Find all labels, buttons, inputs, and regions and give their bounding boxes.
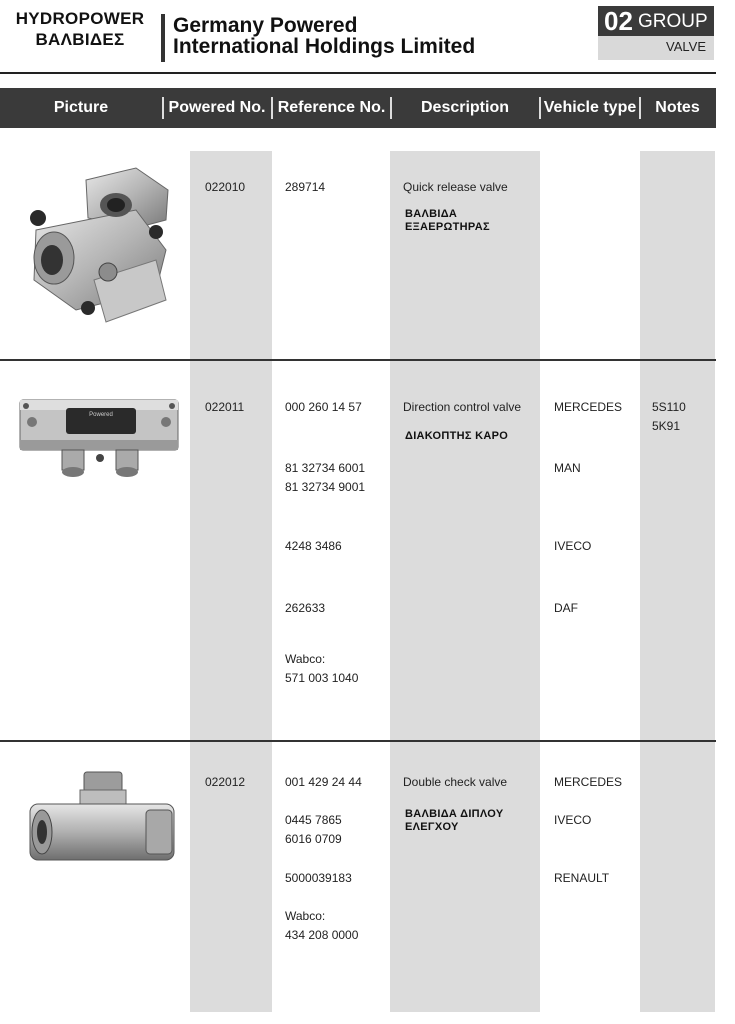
reference-no: 6016 0709 — [285, 832, 342, 846]
reference-label: Wabco: — [285, 652, 326, 666]
reference-no: 434 208 0000 — [285, 928, 359, 942]
direction-control-valve-photo — [18, 392, 180, 482]
column-powered-no: Powered No. — [168, 99, 266, 116]
column-description: Description — [420, 99, 509, 116]
stripe-notes-3 — [640, 742, 715, 1012]
greek-description — [405, 430, 508, 443]
column-vehicle-type: Vehicle type — [543, 99, 637, 116]
description-text: Direction control valve — [403, 400, 522, 414]
stripe-notes-2 — [640, 361, 715, 740]
row-divider — [0, 740, 716, 742]
note: 5S110 — [652, 400, 686, 414]
vehicle-type: IVECO — [554, 813, 592, 827]
group-word: GROUP — [638, 11, 708, 32]
reference-no: 0445 7865 — [285, 813, 342, 827]
vehicle-type: RENAULT — [554, 871, 610, 885]
column-header-bar — [0, 88, 716, 128]
note: 5K91 — [652, 419, 681, 433]
vehicle-type: MERCEDES — [554, 400, 623, 414]
group-number: 02 — [604, 6, 633, 36]
column-reference-no: Reference No. — [277, 99, 386, 116]
group-category-box — [598, 36, 714, 60]
stripe-description-2 — [390, 361, 540, 740]
greek-line: ΒΑΛΒΙΔΑ — [405, 208, 458, 220]
reference-no: 5000039183 — [285, 871, 352, 885]
brand-name: HYDROPOWER — [15, 9, 145, 28]
reference-no: 262633 — [285, 601, 326, 615]
group-category: VALVE — [666, 39, 706, 54]
reference-no: 001 429 24 44 — [285, 775, 362, 789]
reference-no: 81 32734 9001 — [285, 480, 366, 494]
greek-line: ΕΞΑΕΡΩΤΗΡΑΣ — [405, 221, 490, 233]
company-name — [173, 15, 475, 57]
vehicle-type: DAF — [554, 601, 578, 615]
group-badge — [598, 6, 714, 36]
greek-line: ΕΛΕΓΧΟΥ — [405, 821, 459, 833]
reference-no: 000 260 14 57 — [285, 400, 362, 414]
greek-description — [405, 208, 490, 234]
header-divider — [161, 14, 165, 62]
plate-text: Powered — [89, 412, 113, 418]
brand-logo — [2, 8, 158, 50]
vehicle-type: IVECO — [554, 539, 592, 553]
reference-no: 4248 3486 — [285, 539, 342, 553]
vehicle-type: MERCEDES — [554, 775, 623, 789]
company-line-1: Germany Powered — [173, 14, 358, 37]
quick-release-valve-photo — [16, 160, 176, 325]
double-check-valve-photo — [28, 770, 176, 870]
row-divider — [0, 359, 716, 361]
powered-no-022011: 022011 — [205, 400, 245, 414]
greek-line: ΔΙΑΚΟΠΤΗΣ ΚΑΡΟ — [405, 430, 509, 442]
reference-no: 289714 — [285, 180, 326, 194]
brand-subtitle: ΒΑΛΒΙΔΕΣ — [35, 30, 125, 49]
column-picture: Picture — [53, 99, 109, 116]
header-rule — [0, 72, 716, 74]
reference-no: 571 003 1040 — [285, 671, 359, 685]
reference-label: Wabco: — [285, 909, 326, 923]
column-notes: Notes — [655, 99, 700, 116]
stripe-notes-1 — [640, 151, 715, 359]
powered-no-022010: 022010 — [205, 180, 246, 194]
greek-description — [405, 808, 503, 834]
description-text: Quick release valve — [403, 180, 508, 194]
description-text: Double check valve — [403, 775, 508, 789]
powered-no-022012: 022012 — [205, 775, 246, 789]
stripe-powered-2 — [190, 361, 272, 740]
company-line-2: International Holdings Limited — [173, 35, 476, 58]
reference-no: 81 32734 6001 — [285, 461, 366, 475]
greek-line: ΒΑΛΒΙΔΑ ΔΙΠΛΟΥ — [405, 808, 504, 820]
vehicle-type: MAN — [554, 461, 581, 475]
